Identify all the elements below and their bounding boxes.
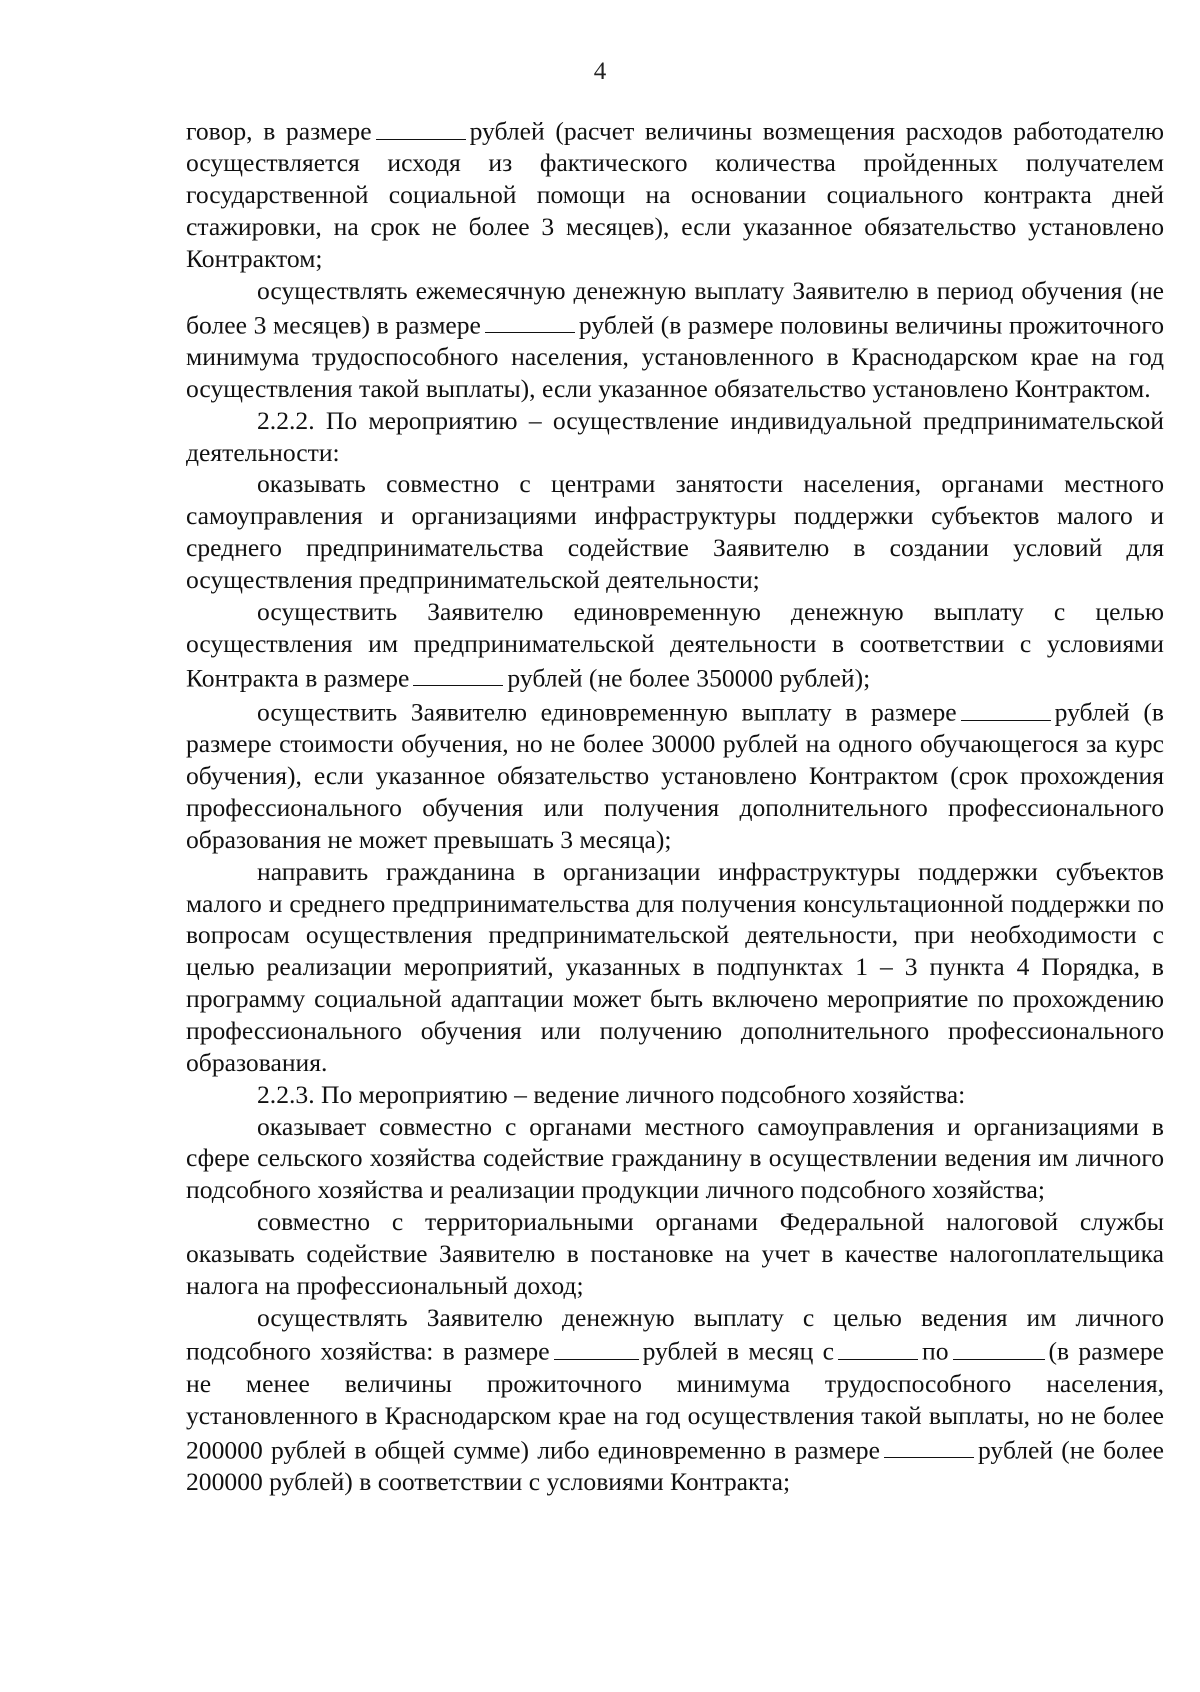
blank-amount-field (413, 660, 503, 687)
paragraph-internship-compensation: говор, в размере рублей (расчет величины возмещения расходов работодателю осуществляется исходя из фактического количества пройденных получателем государственной социальной помощи на основании социального контракта дней стажировки, на срок не более 3 месяцев), если указанное обязательство установлено Контрактом; (186, 113, 1164, 275)
document-body (186, 113, 1164, 1498)
blank-amount-field (961, 694, 1051, 721)
paragraph-monthly-training-payment: осуществлять ежемесячную денежную выплату Заявителю в период обучения (не более 3 месяцев) в размере рублей (в размере половины величины прожиточного минимума трудоспособного населения, установленного в Краснодарском крае на год осуществления такой выплаты), если указанное обязательство установлено Контрактом. (186, 275, 1164, 403)
blank-amount-field (884, 1432, 974, 1459)
blank-amount-field (376, 113, 466, 140)
paragraph-lump-sum-training: осуществить Заявителю единовременную выплату в размере рублей (в размере стоимости обучения, но не более 30000 рублей на одного обучающегося за курс обучения), если указанное обязательство установлено Контрактом (срок прохождения профессионального обучения или получения дополнительного профессионального образования не может превышать 3 месяца); (186, 694, 1164, 856)
blank-date-from-field (838, 1333, 918, 1360)
blank-amount-field (554, 1333, 639, 1360)
paragraph-section-2-2-3-heading: 2.2.3. По мероприятию – ведение личного подсобного хозяйства: (257, 1079, 966, 1109)
paragraph-section-2-2-2-heading: 2.2.2. По мероприятию – осуществление индивидуальной предпринимательской деятельности: (186, 405, 1164, 467)
blank-date-to-field (953, 1333, 1045, 1360)
blank-amount-field (485, 307, 575, 334)
paragraph-assist-household: оказывает совместно с органами местного самоуправления и организациями в сфере сельского хозяйства содействие гражданину в осуществлении ведения им личного подсобного хозяйства и реализации продукции личного подсобного хозяйства; (186, 1111, 1164, 1205)
page-number: 4 (593, 58, 607, 85)
paragraph-assist-entrepreneurship: оказывать совместно с центрами занятости населения, органами местного самоуправления и организациями инфраструктуры поддержки субъектов малого и среднего предпринимательства содействие Заявителю в создании условий для осуществления предпринимательской деятельности; (186, 469, 1164, 594)
paragraph-household-payment: осуществлять Заявителю денежную выплату с целью ведения им личного подсобного хозяйства: в размере рублей в месяц с по (в размере не менее величины прожиточного минимума трудоспособного населения, установленного в Краснодарском крае на год осуществления такой выплаты, но не более 200000 рублей в общей сумме) либо единовременно в размере рублей (не более 200000 рублей) в соответствии с условиями Контракта; (186, 1302, 1165, 1496)
paragraph-lump-sum-entrepreneurship: осуществить Заявителю единовременную денежную выплату с целью осуществления им предпринимательской деятельности в соответствии с условиями Контракта в размере рублей (не более 350000 рублей); (186, 596, 1164, 693)
paragraph-tax-registration: совместно с территориальными органами Федеральной налоговой службы оказывать содействие Заявителю в постановке на учет в качестве налогоплательщика налога на профессиональный доход; (186, 1207, 1164, 1300)
paragraph-consulting-support: направить гражданина в организации инфраструктуры поддержки субъектов малого и среднего предпринимательства для получения консультационной поддержки по вопросам осуществления предпринимательской деятельности, при необходимости с целью реализации мероприятий, указанных в подпунктах 1 – 3 пункта 4 Порядка, в программу социальной адаптации может быть включено мероприятие по прохождению профессионального обучения или получению дополнительного профессионального образования. (186, 856, 1164, 1077)
